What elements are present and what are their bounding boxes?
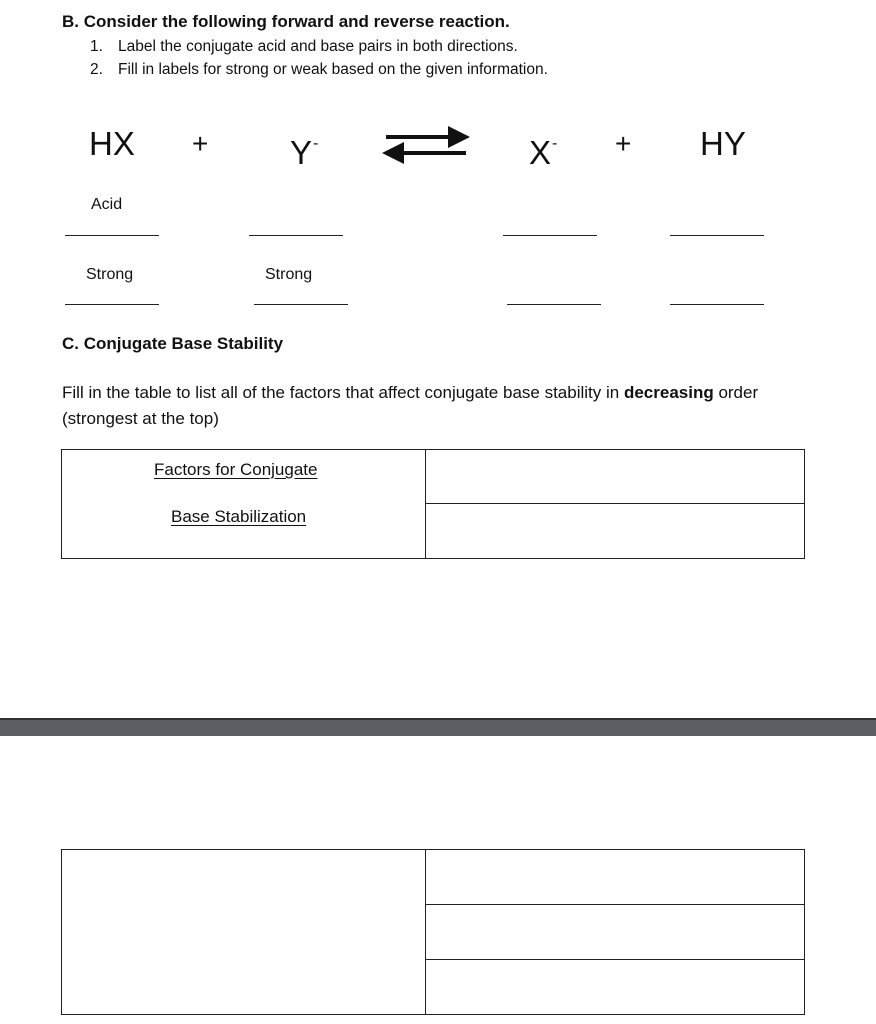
table-header-line-1: Factors for Conjugate	[154, 460, 318, 479]
blank-line-x-2[interactable]	[507, 304, 601, 305]
blank-line-hx-1[interactable]	[65, 235, 159, 236]
product-hy: HY	[700, 125, 746, 162]
instruction-2-number: 2.	[90, 61, 103, 78]
table-bottom-column-divider	[425, 849, 426, 1015]
blank-line-hy-2[interactable]	[670, 304, 764, 305]
table-header-line-2: Base Stabilization	[171, 507, 307, 526]
blank-line-hx-2[interactable]	[65, 304, 159, 305]
section-c-instructions	[62, 380, 822, 432]
instruction-1	[90, 38, 518, 56]
label-y-strong: Strong	[265, 266, 313, 283]
reactant-y-symbol: Y	[290, 134, 313, 171]
product-x-symbol: X	[529, 134, 552, 171]
table-cell-factor-2[interactable]	[427, 505, 803, 557]
plus-sign-reactants: +	[192, 128, 209, 159]
reactant-hx: HX	[89, 125, 135, 162]
plus-sign-products: +	[615, 128, 632, 159]
instruction-1-text: Label the conjugate acid and base pairs in both directions.	[118, 38, 518, 55]
table-top-column-divider	[425, 449, 426, 559]
instruction-1-number: 1.	[90, 38, 103, 55]
instructions-bold-word: decreasing	[623, 383, 714, 402]
table-cell-factor-3[interactable]	[427, 851, 803, 903]
instructions-text-end: order (strongest at the top)	[62, 383, 759, 428]
section-c-title: C. Conjugate Base Stability	[62, 334, 284, 353]
reactant-y-charge: -	[313, 135, 319, 152]
instruction-2	[90, 61, 548, 79]
table-top-row-divider	[425, 503, 805, 504]
page-divider	[0, 718, 876, 736]
blank-line-hy-1[interactable]	[670, 235, 764, 236]
table-bottom-row-divider-1	[425, 904, 805, 905]
table-bottom-row-divider-2	[425, 959, 805, 960]
reactant-y-minus	[290, 124, 318, 173]
table-cell-factor-4[interactable]	[427, 906, 803, 958]
table-cell-factor-5[interactable]	[427, 961, 803, 1013]
product-x-charge: -	[552, 135, 558, 152]
label-hx-acid: Acid	[91, 196, 123, 213]
blank-line-y-1[interactable]	[249, 235, 343, 236]
label-hx-strong: Strong	[86, 266, 134, 283]
equilibrium-arrows-icon	[380, 122, 472, 168]
instructions-text-start: Fill in the table to list all of the factors that affect conjugate base stability in	[62, 383, 624, 402]
instruction-2-text: Fill in labels for strong or weak based on the given information.	[118, 61, 548, 78]
blank-line-y-2[interactable]	[254, 304, 348, 305]
blank-line-x-1[interactable]	[503, 235, 597, 236]
product-x-minus	[529, 124, 557, 173]
table-cell-factor-1[interactable]	[427, 451, 803, 502]
section-b-title: B. Consider the following forward and reverse reaction.	[62, 12, 510, 31]
